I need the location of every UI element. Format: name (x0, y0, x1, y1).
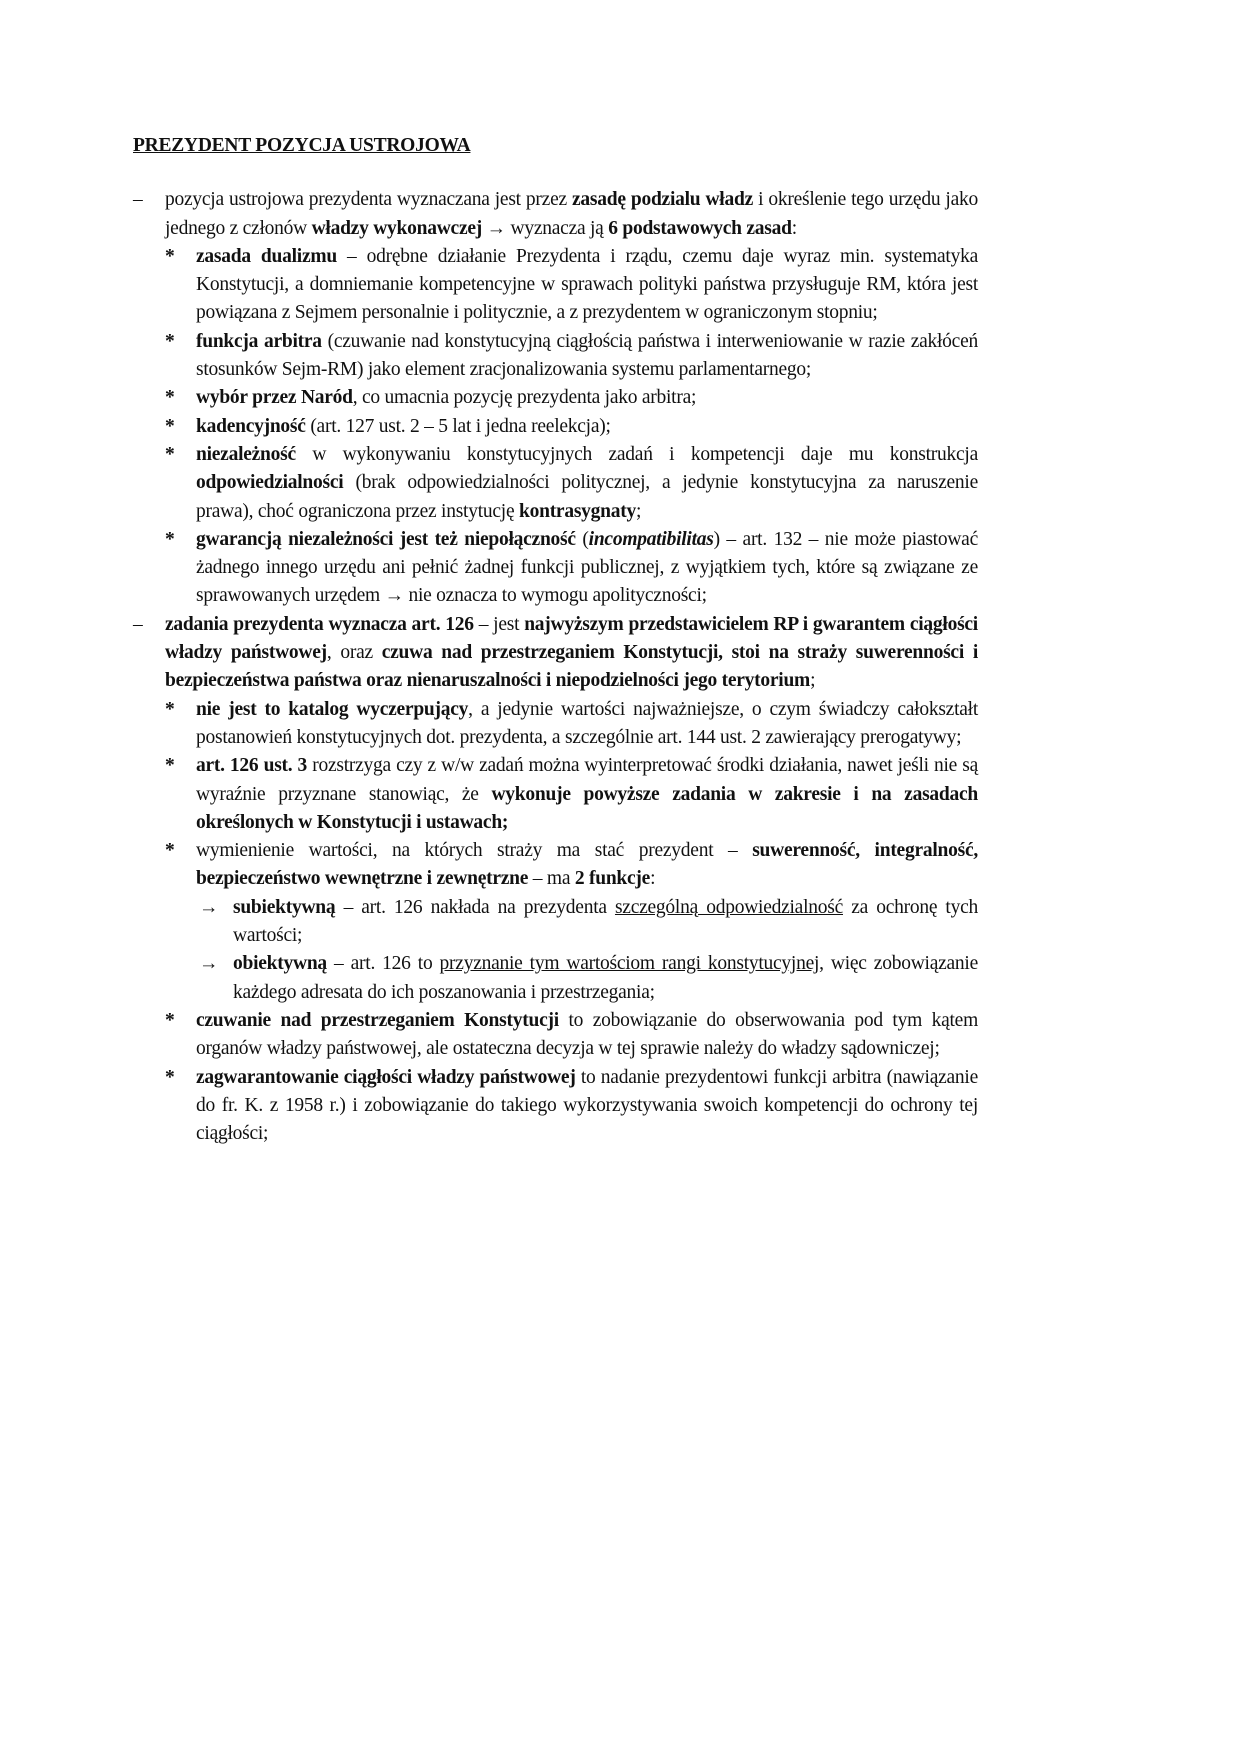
text: pozycja ustrojowa prezydenta wyznaczana jest przez (165, 189, 572, 211)
star-marker-icon: * (165, 387, 175, 409)
text: i określenie tego urzędu jako jednego z członów (165, 189, 979, 239)
text: – jest (473, 613, 525, 635)
text: , co umacnia pozycję prezydenta jako arbitra; (352, 387, 697, 409)
list-item-bullet (133, 441, 978, 526)
list-item-dash (133, 611, 978, 696)
list-item-bullet (133, 384, 978, 412)
bold-text: czuwanie nad przestrzeganiem Konstytucji (196, 1009, 559, 1031)
text: – art. 126 nakłada na prezydenta (335, 896, 615, 918)
text: (czuwanie nad konstytucyjną ciągłością państwa i interweniowanie w razie zakłóceń stosunków Sejm-RM) jako element zracjonalizowania systemu parlamentarnego; (196, 330, 978, 381)
text: rozstrzyga czy z w/w zadań można wyinterpretować środki działania, nawet jeśli nie są wyraźnie przyznane stanowiąc, że (196, 755, 978, 805)
bold-text: nie jest to katalog wyczerpujący (196, 698, 469, 720)
star-marker-icon: * (165, 330, 175, 352)
bold-text: gwarancją niezależności jest też niepołączność (196, 528, 576, 550)
text: (art. 127 ust. 2 – 5 lat i jedna reelekcja); (305, 415, 611, 437)
list-item-bullet (133, 696, 978, 753)
star-marker-icon: * (165, 1009, 175, 1031)
text: – ma (528, 868, 575, 890)
star-marker-icon: * (165, 528, 175, 550)
text: to zobowiązanie do obserwowania pod tym kątem organów władzy państwowej, ale ostateczna decyzja w tej sprawie należy do władzy sądowniczej; (196, 1009, 978, 1060)
bold-text: czuwa nad przestrzeganiem Konstytucji, stoi na straży suwerenności i bezpieczeństwa państwa oraz nienaruszalności i niepodzielności jego terytorium (165, 642, 978, 692)
list-item-bullet (133, 837, 978, 894)
text: : (650, 868, 656, 890)
arrow-marker-icon: → (199, 953, 219, 975)
bold-text: suwerenność, integralność, bezpieczeństwo wewnętrzne i zewnętrzne (196, 840, 979, 890)
text: (brak odpowiedzialności politycznej, a jedynie konstytucyjna za naruszenie prawa), choć ograniczona przez instytucję (196, 472, 978, 522)
bold-text: zagwarantowanie ciągłości władzy państwowej (196, 1066, 576, 1088)
text: – art. 126 to (326, 953, 440, 975)
dash-marker-icon: – (133, 613, 143, 635)
text: ) – art. 132 – nie może piastować żadnego innego urzędu ani pełnić żadnej funkcji publicznej, z wyjątkiem tych, które są związane ze sprawowanych urzędem → nie oznacza to wymogu apolityczności; (196, 528, 978, 607)
star-marker-icon: * (165, 245, 175, 267)
text: to nadanie prezydentowi funkcji arbitra (nawiązanie do fr. K. z 1958 r.) i zobowiązanie do takiego wykorzystywania swoich kompetencji do ochrony tej ciągłości; (196, 1066, 979, 1145)
list-item-arrow (133, 894, 978, 951)
text: za ochronę tych wartości; (233, 896, 979, 947)
list-item-bullet (133, 752, 978, 837)
text: → wyznacza ją (482, 217, 609, 239)
document-body (133, 186, 978, 1148)
text: ( (575, 528, 589, 550)
bold-text: 2 funkcje (574, 868, 651, 890)
list-item-dash (133, 186, 978, 243)
text: , oraz (326, 642, 382, 664)
underlined-text: przyznanie tym wartościom rangi konstytucyjnej (439, 953, 820, 975)
bold-text: obiektywną (233, 953, 327, 975)
bold-text: subiektywną (233, 896, 336, 918)
bold-text: wybór przez Naród (196, 387, 353, 409)
list-item-bullet (133, 1064, 978, 1149)
bold-text: zadania prezydenta wyznacza art. 126 (165, 613, 474, 635)
bold-text: wykonuje powyższe zadania w zakresie i na zasadach określonych w Konstytucji i ustawach; (196, 783, 979, 833)
text: w wykonywaniu konstytucyjnych zadań i kompetencji daje mu konstrukcja (295, 443, 978, 465)
arrow-marker-icon: → (199, 896, 219, 918)
star-marker-icon: * (165, 443, 175, 465)
bold-text: niezależność (196, 443, 296, 465)
bold-text: kontrasygnaty (519, 500, 637, 522)
star-marker-icon: * (165, 1066, 175, 1088)
text: – odrębne działanie Prezydenta i rządu, czemu daje wyraz min. systematyka Konstytucji, a domniemanie kompetencyjne w sprawach polityki państwa przysługuje RM, która jest powiązana z Sejmem personalnie i politycznie, a z prezydentem w ograniczonym stopniu; (196, 245, 978, 324)
text: ; (636, 500, 642, 522)
star-marker-icon: * (165, 755, 175, 777)
bold-text: art. 126 ust. 3 (196, 755, 308, 777)
star-marker-icon: * (165, 415, 175, 437)
text: : (791, 217, 797, 239)
document-title: PREZYDENT POZYCJA USTROJOWA (133, 135, 471, 156)
star-marker-icon: * (165, 698, 175, 720)
bold-text: funkcja arbitra (196, 330, 322, 352)
list-item-bullet (133, 243, 978, 328)
bold-text: zasadę podzialu władz (572, 189, 753, 211)
text: ; (810, 670, 816, 692)
dash-marker-icon: – (133, 189, 143, 211)
bold-text: incompatibilitas (588, 528, 714, 550)
text: wymienienie wartości, na których straży ma stać prezydent – (196, 840, 753, 862)
list-item-bullet (133, 526, 978, 611)
document-page (133, 132, 978, 1148)
bold-text: władzy wykonawczej (311, 217, 483, 239)
bold-text: zasada dualizmu (196, 245, 337, 267)
bold-text: odpowiedzialności (196, 472, 344, 494)
list-item-bullet (133, 413, 978, 441)
underlined-text: szczególną odpowiedzialność (614, 896, 843, 918)
list-item-bullet (133, 328, 978, 385)
text: , a jedynie wartości najważniejsze, o czym świadczy całokształt postanowień konstytucyjnych dot. prezydenta, a szczególnie art. 144 ust. 2 zawierający prerogatywy; (196, 698, 978, 748)
list-item-arrow (133, 950, 978, 1007)
list-item-bullet (133, 1007, 978, 1064)
bold-text: 6 podstawowych zasad (608, 217, 792, 239)
bold-text: najwyższym przedstawicielem RP i gwarantem ciągłości władzy państwowej (165, 613, 978, 664)
bold-text: kadencyjność (196, 415, 306, 437)
text: , więc zobowiązanie każdego adresata do ich poszanowania i przestrzegania; (233, 953, 978, 1003)
star-marker-icon: * (165, 840, 175, 862)
